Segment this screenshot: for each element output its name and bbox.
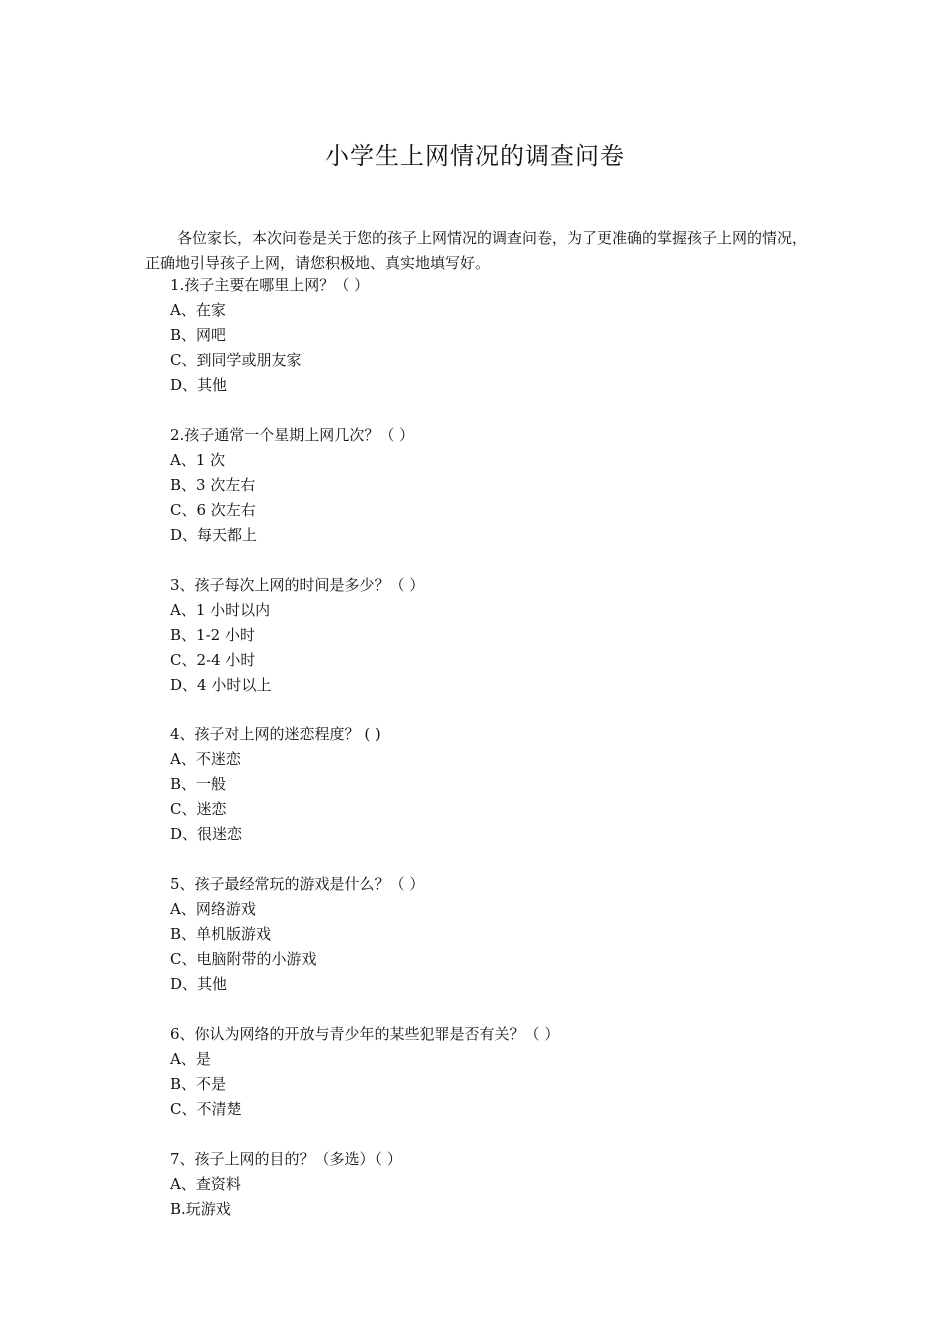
option-b: B.玩游戏	[170, 1199, 231, 1218]
option-c: C、2-4 小时	[170, 650, 256, 669]
document-title: 小学生上网情况的调查问卷	[325, 142, 625, 170]
question-4	[170, 722, 810, 847]
option-c: C、电脑附带的小游戏	[170, 950, 317, 969]
question-text: 6、你认为网络的开放与青少年的某些犯罪是否有关？（ ）	[170, 1024, 560, 1043]
option-c: C、迷恋	[170, 800, 227, 819]
option-b: B、网吧	[170, 326, 227, 344]
question-text: 7、孩子上网的目的？（多选）（ ）	[170, 1149, 402, 1168]
option-d: D、其他	[170, 975, 228, 994]
option-b: B、1-2 小时	[170, 625, 255, 644]
option-a: A、1 次	[170, 450, 226, 469]
question-6	[170, 1022, 810, 1122]
option-a: A、1 小时以内	[170, 600, 271, 619]
question-7	[170, 1147, 810, 1222]
option-a: A、不迷恋	[170, 750, 241, 769]
question-text: 2.孩子通常一个星期上网几次？（ ）	[170, 425, 415, 444]
option-b: B、3 次左右	[170, 475, 256, 494]
question-text: 4、孩子对上网的迷恋程度？ ( )	[170, 725, 381, 744]
option-b: B、不是	[170, 1074, 227, 1093]
option-c: C、6 次左右	[170, 500, 256, 519]
question-5	[170, 872, 810, 997]
option-a: A、是	[170, 1049, 211, 1068]
question-text: 1.孩子主要在哪里上网？（ ）	[170, 276, 370, 294]
question-2	[170, 423, 810, 548]
option-d: D、其他	[170, 376, 228, 394]
option-c: C、不清楚	[170, 1099, 242, 1118]
intro-paragraph: 各位家长，本次问卷是关于您的孩子上网情况的调查问卷，为了更准确的掌握孩子上网的情况，正确地引导孩子上网，请您积极地、真实地填写好。	[145, 229, 808, 272]
option-d: D、很迷恋	[170, 825, 243, 844]
option-b: B、单机版游戏	[170, 925, 272, 944]
option-b: B、一般	[170, 775, 227, 794]
question-3	[170, 573, 810, 698]
option-a: A、在家	[170, 301, 226, 319]
question-1	[170, 273, 810, 398]
question-text: 3、孩子每次上网的时间是多少？（ ）	[170, 575, 425, 594]
question-text: 5、孩子最经常玩的游戏是什么？（ ）	[170, 875, 425, 894]
question-list	[170, 273, 810, 1247]
option-a: A、查资料	[170, 1174, 241, 1193]
option-d: D、每天都上	[170, 525, 258, 544]
option-d: D、4 小时以上	[170, 675, 272, 694]
option-a: A、网络游戏	[170, 900, 256, 919]
option-c: C、到同学或朋友家	[170, 351, 302, 369]
